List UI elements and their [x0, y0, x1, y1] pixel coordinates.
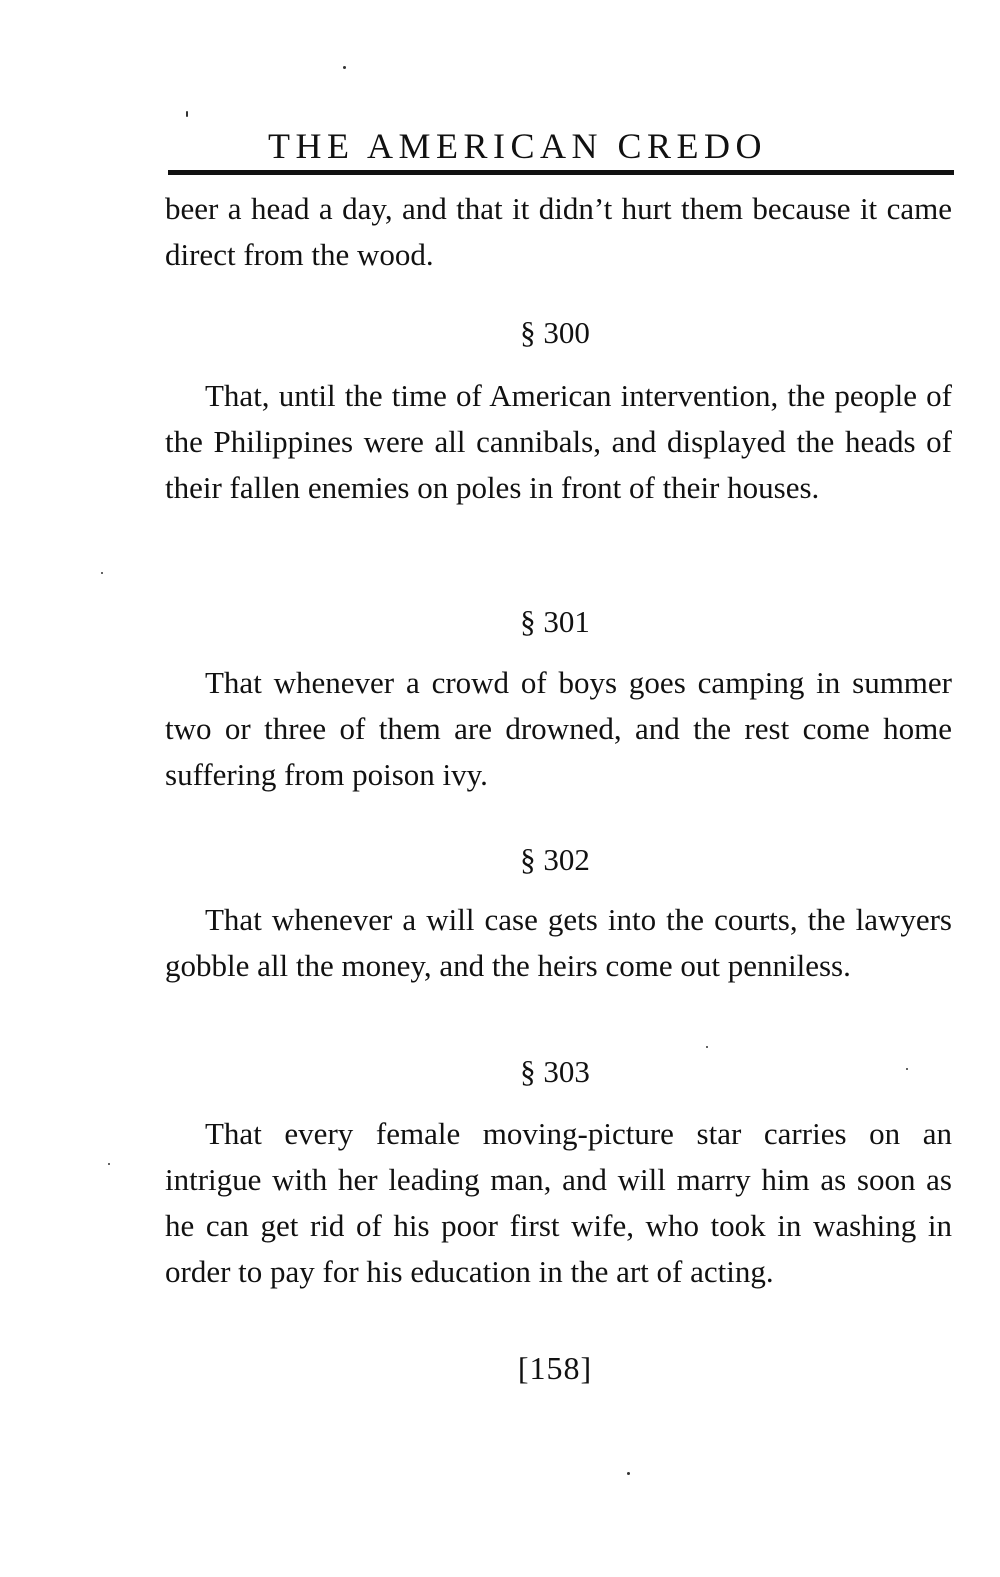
- section-mark-300: § 300: [520, 315, 590, 350]
- paper-speck: [108, 1163, 110, 1165]
- paper-speck: [906, 1068, 908, 1070]
- section-mark-303: § 303: [520, 1054, 590, 1089]
- paper-speck: [627, 1472, 630, 1475]
- page-header: [168, 124, 954, 178]
- running-title: THE AMERICAN CREDO: [268, 126, 768, 166]
- paper-speck: [101, 572, 103, 574]
- paper-speck: [343, 66, 346, 69]
- continuation-paragraph: beer a head a day, and that it didn’t hurt them because it came direct from the wood.: [165, 191, 952, 272]
- section-text-300: That, until the time of American intervention, the people of the Philippines were all cannibals, and displayed the heads of their fallen enemies on poles in front of their houses.: [165, 378, 952, 505]
- section-text-301: That whenever a crowd of boys goes camping in summer two or three of them are drowned, and the rest come home suffering from poison ivy.: [165, 665, 952, 792]
- header-rule: [168, 170, 954, 175]
- page-number: [158]: [517, 1350, 593, 1386]
- paper-speck: [706, 1046, 708, 1048]
- paper-speck: [186, 111, 188, 117]
- section-mark-302: § 302: [520, 842, 590, 877]
- section-text-303: That every female moving-picture star carries on an intrigue with her leading man, and will marry him as soon as he can get rid of his poor first wife, who took in washing in order to pay for his education in the art of acting.: [165, 1116, 952, 1289]
- section-text-302: That whenever a will case gets into the courts, the lawyers gobble all the money, and the heirs come out penniless.: [165, 902, 952, 983]
- section-mark-301: § 301: [520, 604, 590, 639]
